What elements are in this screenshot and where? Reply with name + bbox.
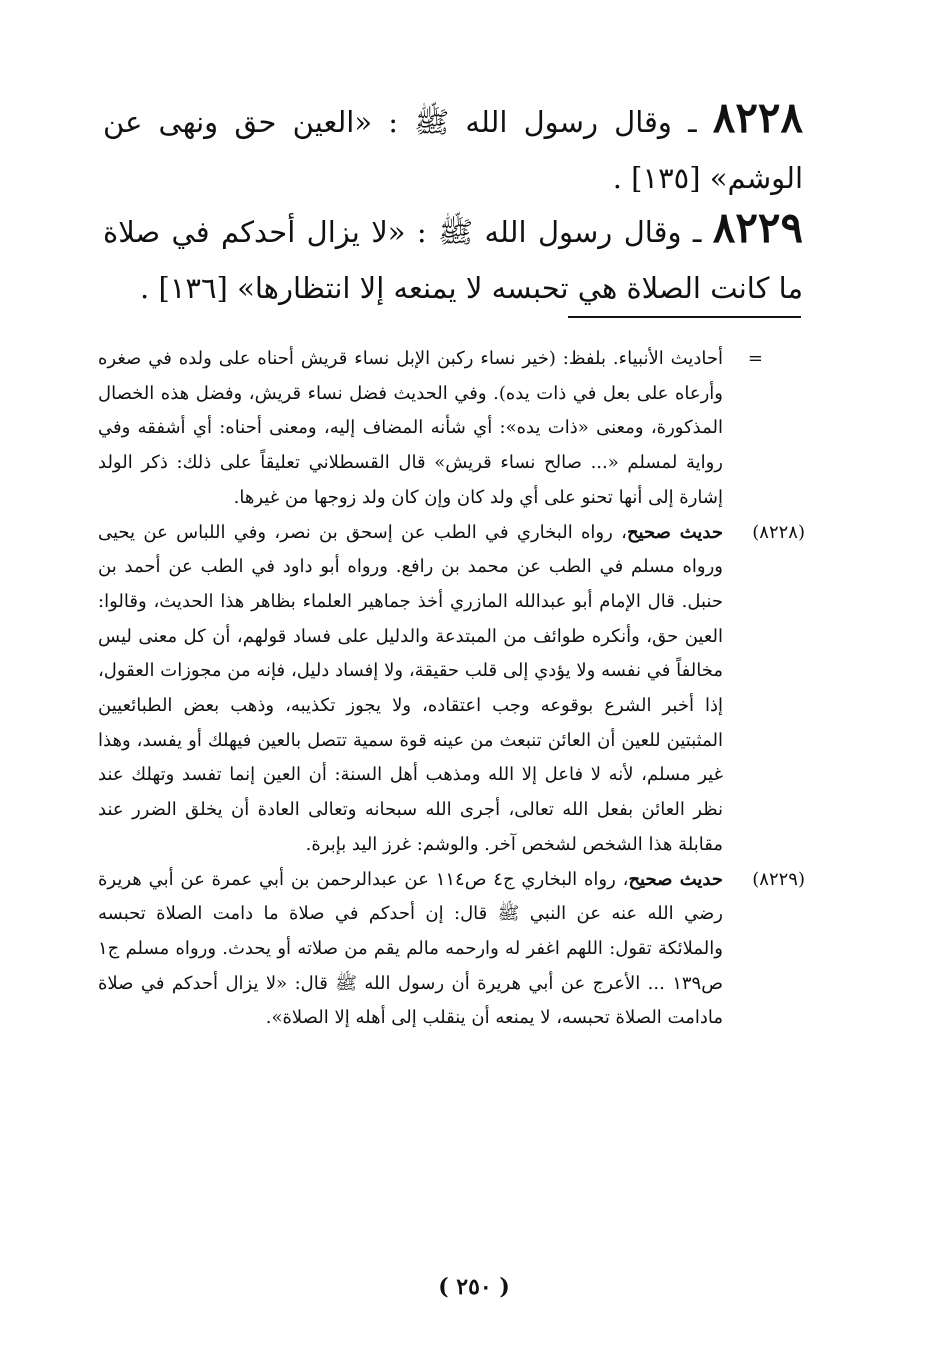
continuation-mark: = (747, 348, 763, 369)
hadith-text: ـ وقال رسول الله ﷺ : «العين حق ونهى عن الوشم» [١٣٥] . (103, 105, 803, 195)
footnote-8229 (98, 863, 805, 1037)
hadith-number: ٨٢٢٩ (712, 203, 804, 252)
footnote-8228 (98, 516, 805, 863)
hadith-number: ٨٢٢٨ (712, 93, 804, 142)
footnote-text: أحاديث الأنبياء. بلفظ: (خير نساء ركبن الإبل نساء قريش أحناه على ولده في صغره وأرعاه على بعل في ذات يده). وفي الحديث فضل نساء قريش، وفضل هذه الخصال المذكورة، ومعنى «ذات يده»: أي شأنه المضاف إليه، ومعنى أحناه: أي أشفقه وفي رواية لمسلم «... صالح نساء قريش» قال القسطلاني تعليقاً على ذلك: ذكر الولد إشارة إلى أنها تحنو على أي ولد كان وإن كان ولد زوجها من غيرها. (98, 348, 723, 508)
footnote-mark: (٨٢٢٩) (752, 868, 805, 890)
footnote-label: حديث صحيح (628, 868, 724, 890)
footnote-separator (568, 316, 801, 318)
hadith-8229 (103, 200, 803, 316)
footnote-continued (98, 342, 763, 516)
footnote-mark: (٨٢٢٨) (752, 521, 805, 543)
footnote-text: ، رواه البخاري ج٤ ص١١٤ عن عبدالرحمن بن أبي عمرة عن أبي هريرة رضي الله عنه عن النبي ﷺ قال: إن أحدكم في صلاة ما دامت الصلاة تحبسه والملائكة تقول: اللهم اغفر له وارحمه مالم يقم من صلاته أو يحدث. ورواه مسلم ج١ ص١٣٩ ... الأعرج عن أبي هريرة أن رسول الله ﷺ قال: «لا يزال أحدكم في صلاة مادامت الصلاة تحبسه، لا يمنعه أن ينقلب إلى أهله إلا الصلاة». (98, 868, 723, 1029)
hadith-text: ـ وقال رسول الله ﷺ : «لا يزال أحدكم في صلاة ما كانت الصلاة هي تحبسه لا يمنعه إلا انتظارها» [١٣٦] . (103, 215, 803, 305)
footnote-label: حديث صحيح (626, 521, 723, 543)
footnotes-block (98, 342, 805, 1036)
footnote-text: ، رواه البخاري في الطب عن إسحق بن نصر، وفي اللباس عن يحيى ورواه مسلم في الطب عن محمد بن رافع. ورواه أبو داود في الطب عن أحمد بن حنبل. قال الإمام أبو عبدالله المازري أخذ جماهير العلماء بظاهر هذا الحديث، وقالوا: العين حق، وأنكره طوائف من المبتدعة والدليل على فساد قولهم، أن كل معنى ليس مخالفاً في نفسه ولا يؤدي إلى قلب حقيقة، ولا إفساد دليل، فإنه من مجوزات العقول، إذا أخبر الشرع بوقوعه وجب اعتقاده، ولا يجوز تكذيبه، وذهب بعض الطبائعيين المثبتين للعين أن العائن تنبعث من عينه قوة سمية تتصل بالعين فيهلك أو يفسد، وهذا غير مسلم، لأنه لا فاعل إلا الله ومذهب أهل السنة: أن العين إنما تفسد وتهلك عند نظر العائن بفعل الله تعالى، أجرى الله سبحانه وتعالى العادة أن يخلق الضرر عند مقابلة هذا الشخص لشخص آخر. والوشم: غرز اليد بإبرة. (98, 521, 723, 855)
page-number: ( ٢٥٠ ) (438, 1274, 510, 1300)
hadith-8228 (103, 90, 803, 206)
